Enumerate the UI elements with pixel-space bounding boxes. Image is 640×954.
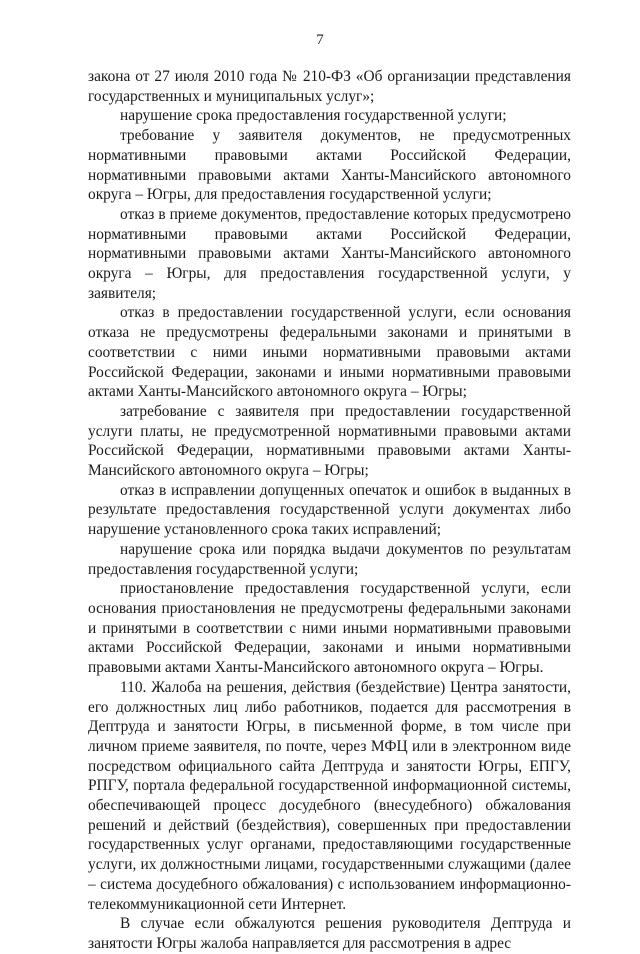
paragraph: нарушение срока или порядка выдачи документов по результатам предоставления государственной услуги; — [88, 540, 571, 578]
document-body — [88, 67, 571, 954]
paragraph: затребование с заявителя при предоставлении государственной услуги платы, не предусмотренной нормативными правовыми актами Российской Федерации, нормативными правовыми актами Ханты-Мансийского автономного округа – Югры; — [88, 402, 571, 480]
paragraph: В случае если обжалуются решения руководителя Дептруда и занятости Югры жалоба направляется для рассмотрения в адрес — [88, 915, 571, 952]
paragraph: приостановление предоставления государственной услуги, если основания приостановления не предусмотрены федеральными законами и принятыми в соответствии с ними иными нормативными правовыми актами Российской Федерации, законами и иными нормативными правовыми актами Ханты-Мансийского автономного округа – Югры. — [88, 580, 571, 677]
page-number: 7 — [316, 32, 324, 48]
paragraph: закона от 27 июля 2010 года № 210-ФЗ «Об организации представления государственных и муниципальных услуг»; — [88, 68, 571, 105]
paragraph: нарушение срока предоставления государственной услуги; — [120, 107, 507, 125]
paragraph: отказ в исправлении допущенных опечаток и ошибок в выданных в результате предоставления государственной услуги документах либо нарушение установленного срока таких исправлений; — [88, 481, 571, 539]
paragraph-item-110: 110. Жалоба на решения, действия (бездействие) Центра занятости, его должностных лиц либо работников, подается для рассмотрения в Дептруда и занятости Югры, в письменной форме, в том числе при личном приеме заявителя, по почте, через МФЦ или в электронном виде посредством официального сайта Дептруда и занятости Югры, ЕПГУ, РПГУ, портала федеральной государственной информационной системы, обеспечивающей процесс досудебного (внесудебного) обжалования решений и действий (бездействия), совершенных при предоставлении государственных услуг органами, предоставляющими государственные услуги, их должностными лицами, государственными служащими (далее – система досудебного обжалования) с использованием информационно-телекоммуникационной сети Интернет. — [88, 678, 571, 913]
paragraph: требование у заявителя документов, не предусмотренных нормативными правовыми актами Российской Федерации, нормативными правовыми актами Ханты-Мансийского автономного округа – Югры, для предоставления государственной услуги; — [88, 127, 571, 204]
paragraph: отказ в приеме документов, предоставление которых предусмотрено нормативными правовыми актами Российской Федерации, нормативными правовыми актами Ханты-Мансийского автономного округа – Югры, для предоставления государственной услуги, у заявителя; — [88, 205, 571, 302]
paragraph: отказ в предоставлении государственной услуги, если основания отказа не предусмотрены федеральными законами и принятыми в соответствии с ними иными нормативными правовыми актами Российской Федерации, законами и иными нормативными правовыми актами Ханты-Мансийского автономного округа – Югры; — [88, 304, 571, 401]
